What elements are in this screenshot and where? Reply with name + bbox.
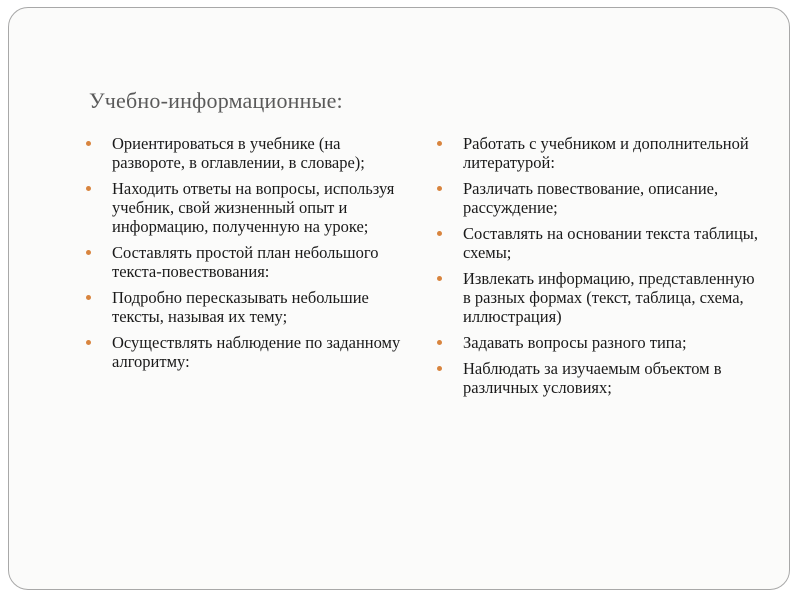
bullet-icon [86, 295, 91, 300]
bullet-icon [86, 340, 91, 345]
list-item [435, 224, 765, 262]
list-item [435, 333, 765, 352]
list-item-text: Составлять простой план небольшого текста-повествования: [112, 243, 379, 281]
list-item-text: Наблюдать за изучаемым объектом в различных условиях; [463, 359, 722, 397]
bullet-icon [437, 276, 442, 281]
list-item [84, 134, 404, 172]
list-item-text: Извлекать информацию, представленную в разных формах (текст, таблица, схема, иллюстрация) [463, 269, 755, 326]
bullet-icon [86, 186, 91, 191]
list-item [435, 134, 765, 172]
list-item [435, 359, 765, 397]
list-item-text: Различать повествование, описание, рассуждение; [463, 179, 719, 217]
bullet-icon [437, 340, 442, 345]
list-item [84, 243, 404, 281]
list-item-text: Осуществлять наблюдение по заданному алгоритму: [112, 333, 401, 371]
list-item-text: Находить ответы на вопросы, используя учебник, свой жизненный опыт и информацию, полученную на уроке; [112, 179, 395, 236]
bullet-icon [437, 366, 442, 371]
bullet-icon [437, 141, 442, 146]
list-item-text: Работать с учебником и дополнительной литературой: [463, 134, 749, 172]
list-item [84, 288, 404, 326]
list-item [84, 179, 404, 236]
list-item [84, 333, 404, 371]
list-item-text: Подробно пересказывать небольшие тексты, называя их тему; [112, 288, 369, 326]
list-item-text: Составлять на основании текста таблицы, схемы; [463, 224, 758, 262]
bullet-icon [437, 231, 442, 236]
list-item-text: Ориентироваться в учебнике (на развороте, в оглавлении, в словаре); [112, 134, 365, 172]
left-bullet-list [84, 134, 404, 378]
bullet-icon [86, 250, 91, 255]
list-item-text: Задавать вопросы разного типа; [463, 333, 687, 352]
list-item [435, 179, 765, 217]
list-item [435, 269, 765, 326]
right-bullet-list [435, 134, 765, 404]
bullet-icon [437, 186, 442, 191]
slide-title: Учебно-информационные: [89, 88, 343, 113]
bullet-icon [86, 141, 91, 146]
